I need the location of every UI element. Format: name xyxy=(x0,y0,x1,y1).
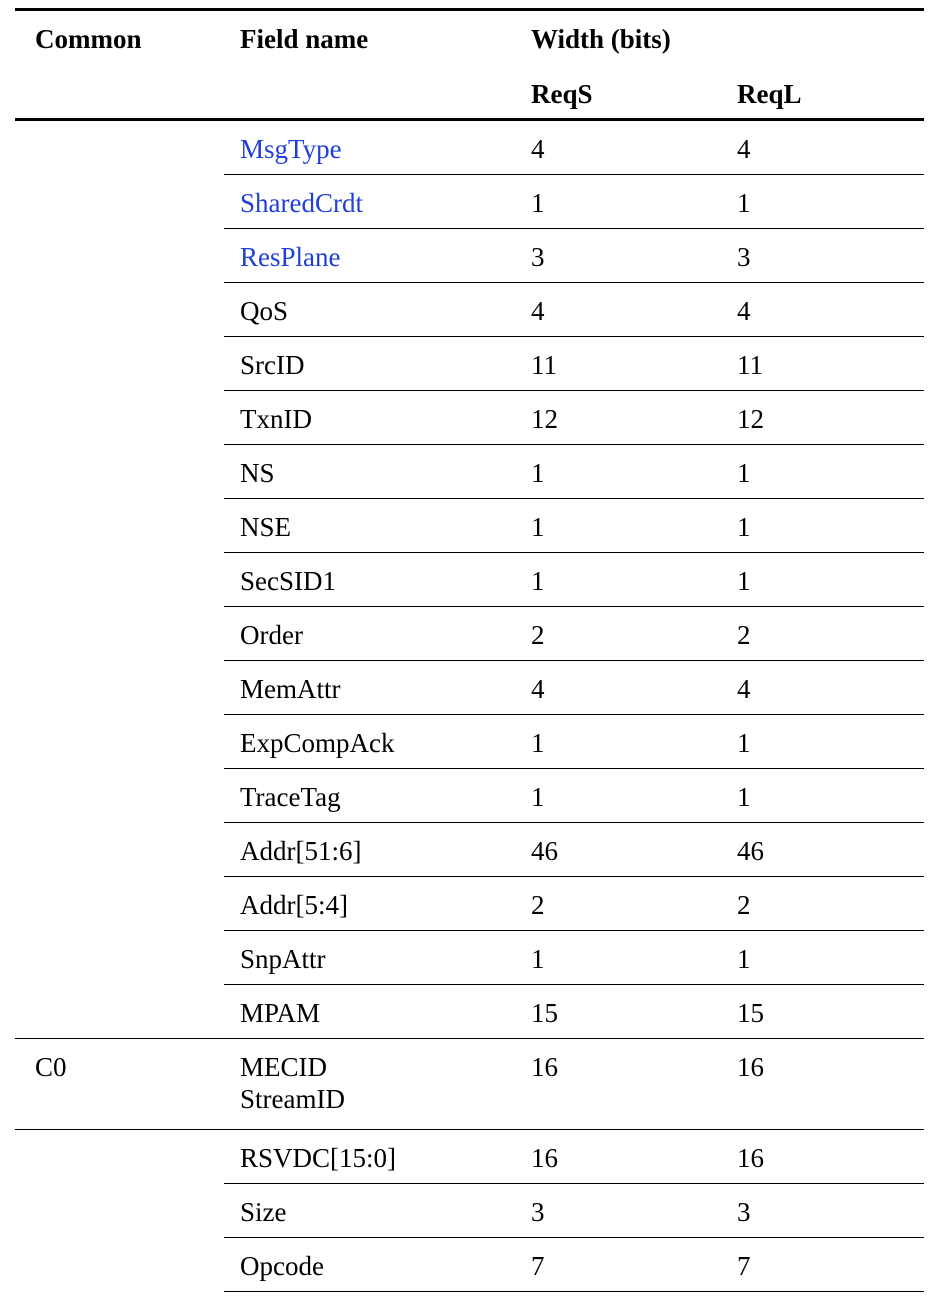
reql-width-cell: 11 xyxy=(737,350,763,380)
field-name-text: StreamID xyxy=(240,1084,345,1114)
field-name-cell xyxy=(240,295,288,327)
reqs-width-cell: 1 xyxy=(531,728,545,758)
reql-width-cell: 3 xyxy=(737,1197,751,1227)
field-name-cell xyxy=(240,997,320,1029)
field-name-text: Size xyxy=(240,1197,287,1227)
common-cell: C0 xyxy=(35,1052,67,1082)
table-row xyxy=(0,1130,930,1184)
field-name-cell xyxy=(240,835,361,867)
reqs-width-cell: 15 xyxy=(531,998,558,1028)
field-name-cell xyxy=(240,457,275,489)
table-row xyxy=(0,175,930,229)
header-field-name: Field name xyxy=(240,24,369,54)
table-row xyxy=(0,823,930,877)
field-name-cell xyxy=(240,727,395,759)
reql-width-cell: 1 xyxy=(737,944,751,974)
reqs-width-cell: 3 xyxy=(531,1197,545,1227)
field-name-cell xyxy=(240,889,348,921)
field-name-cell xyxy=(240,349,304,381)
reqs-width-cell: 1 xyxy=(531,782,545,812)
reql-width-cell: 46 xyxy=(737,836,764,866)
field-name-text: Order xyxy=(240,620,303,650)
reql-width-cell: 16 xyxy=(737,1052,764,1082)
reqs-width-cell: 1 xyxy=(531,512,545,542)
field-name-cell xyxy=(240,943,326,975)
reql-width-cell: 1 xyxy=(737,566,751,596)
field-name-cell xyxy=(240,1051,345,1115)
field-name-link[interactable]: SharedCrdt xyxy=(240,188,363,218)
reqs-width-cell: 1 xyxy=(531,188,545,218)
table-row xyxy=(0,283,930,337)
field-name-link[interactable]: MsgType xyxy=(240,134,342,164)
header-width: Width (bits) xyxy=(531,24,671,54)
field-name-text: TxnID xyxy=(240,404,312,434)
reql-width-cell: 2 xyxy=(737,620,751,650)
table-row xyxy=(0,1238,930,1292)
field-name-cell xyxy=(240,1196,287,1228)
field-name-text: NS xyxy=(240,458,275,488)
reql-width-cell: 12 xyxy=(737,404,764,434)
field-name-text: RSVDC[15:0] xyxy=(240,1143,397,1173)
reqs-width-cell: 1 xyxy=(531,458,545,488)
reql-width-cell: 1 xyxy=(737,188,751,218)
reqs-width-cell: 16 xyxy=(531,1143,558,1173)
reql-width-cell: 4 xyxy=(737,296,751,326)
field-name-text: Addr[5:4] xyxy=(240,890,348,920)
reql-width-cell: 4 xyxy=(737,674,751,704)
field-name-text: MemAttr xyxy=(240,674,341,704)
field-name-text: TraceTag xyxy=(240,782,341,812)
table-row xyxy=(0,985,930,1039)
table-row xyxy=(0,715,930,769)
reql-width-cell: 4 xyxy=(737,134,751,164)
reql-width-cell: 16 xyxy=(737,1143,764,1173)
field-name-cell[interactable] xyxy=(240,241,341,273)
field-name-text: SnpAttr xyxy=(240,944,326,974)
field-name-cell[interactable] xyxy=(240,133,342,165)
field-name-text: NSE xyxy=(240,512,292,542)
row-divider xyxy=(224,1291,924,1293)
reql-width-cell: 15 xyxy=(737,998,764,1028)
reqs-width-cell: 4 xyxy=(531,296,545,326)
table-row xyxy=(0,121,930,175)
reqs-width-cell: 4 xyxy=(531,134,545,164)
reqs-width-cell: 2 xyxy=(531,620,545,650)
reql-width-cell: 3 xyxy=(737,242,751,272)
reqs-width-cell: 1 xyxy=(531,566,545,596)
field-name-cell[interactable] xyxy=(240,187,363,219)
table-row xyxy=(0,877,930,931)
field-name-text: QoS xyxy=(240,296,289,326)
table-row xyxy=(0,607,930,661)
field-name-text: Opcode xyxy=(240,1251,324,1281)
reqs-width-cell: 46 xyxy=(531,836,558,866)
field-name-cell xyxy=(240,403,312,435)
reqs-width-cell: 3 xyxy=(531,242,545,272)
field-name-cell xyxy=(240,1142,396,1174)
field-name-cell xyxy=(240,1250,324,1282)
table-row xyxy=(0,1184,930,1238)
table-row xyxy=(0,1039,930,1130)
table-row xyxy=(0,661,930,715)
table-row xyxy=(0,499,930,553)
table-row xyxy=(0,229,930,283)
header-common: Common xyxy=(35,24,142,54)
reqs-width-cell: 1 xyxy=(531,944,545,974)
field-name-cell xyxy=(240,673,341,705)
field-name-cell xyxy=(240,511,291,543)
field-name-text: MECID xyxy=(240,1052,327,1082)
field-name-text: SrcID xyxy=(240,350,305,380)
field-name-link[interactable]: ResPlane xyxy=(240,242,341,272)
table-row xyxy=(0,931,930,985)
reqs-width-cell: 2 xyxy=(531,890,545,920)
reql-width-cell: 1 xyxy=(737,512,751,542)
header-reql: ReqL xyxy=(737,79,802,109)
table-row xyxy=(0,337,930,391)
reql-width-cell: 1 xyxy=(737,728,751,758)
field-name-cell xyxy=(240,781,341,813)
table-row xyxy=(0,769,930,823)
table-top-rule xyxy=(15,8,924,11)
header-reqs: ReqS xyxy=(531,79,593,109)
table-row xyxy=(0,445,930,499)
reql-width-cell: 1 xyxy=(737,782,751,812)
reql-width-cell: 1 xyxy=(737,458,751,488)
table-row xyxy=(0,391,930,445)
field-name-cell xyxy=(240,619,303,651)
reql-width-cell: 7 xyxy=(737,1251,751,1281)
field-name-text: ExpCompAck xyxy=(240,728,395,758)
field-name-text: SecSID1 xyxy=(240,566,336,596)
field-name-text: Addr[51:6] xyxy=(240,836,362,866)
reqs-width-cell: 11 xyxy=(531,350,557,380)
table-row xyxy=(0,553,930,607)
field-name-text: MPAM xyxy=(240,998,321,1028)
reqs-width-cell: 7 xyxy=(531,1251,545,1281)
field-name-cell xyxy=(240,565,336,597)
table-body xyxy=(0,121,930,1292)
reql-width-cell: 2 xyxy=(737,890,751,920)
reqs-width-cell: 4 xyxy=(531,674,545,704)
reqs-width-cell: 16 xyxy=(531,1052,558,1082)
reqs-width-cell: 12 xyxy=(531,404,558,434)
